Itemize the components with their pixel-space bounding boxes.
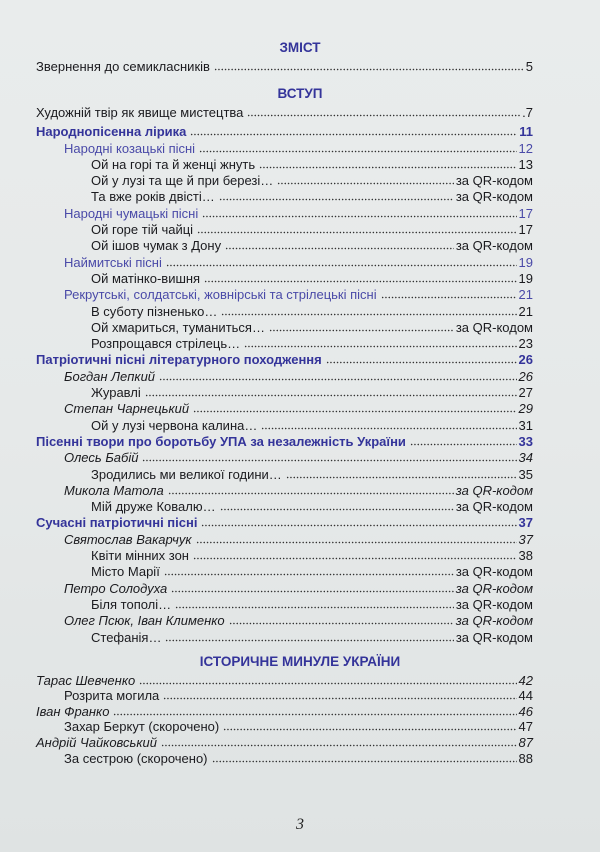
toc-entry-label: Ой ішов чумак з Дону xyxy=(91,238,222,254)
dot-leader xyxy=(159,370,516,381)
toc-entry[interactable] xyxy=(0,734,533,750)
toc-entry-page: за QR-кодом xyxy=(455,319,533,335)
toc-entry-page: за QR-кодом xyxy=(455,580,533,596)
toc-entry[interactable] xyxy=(0,237,533,253)
toc-entry-label: Тарас Шевченко xyxy=(36,672,136,688)
dot-leader xyxy=(139,674,516,685)
toc-entry-label: Стефанія… xyxy=(91,629,162,645)
toc-section-history xyxy=(0,672,600,766)
toc-entry-page: 33 xyxy=(518,433,533,449)
toc-entry-page: за QR-кодом xyxy=(455,596,533,612)
dot-leader xyxy=(204,272,516,283)
toc-entry-page: 27 xyxy=(518,385,533,401)
dot-leader xyxy=(269,321,454,332)
toc-entry[interactable] xyxy=(0,514,533,530)
dot-leader xyxy=(277,174,454,185)
dot-leader xyxy=(229,614,454,625)
dot-leader xyxy=(244,337,516,348)
toc-entry-label: Олесь Бабій xyxy=(64,450,139,466)
toc-entry[interactable] xyxy=(0,416,533,432)
toc-entry-page: за QR-кодом xyxy=(455,173,533,189)
dot-leader xyxy=(214,60,524,71)
dot-leader xyxy=(221,305,516,316)
dot-leader xyxy=(113,705,516,716)
dot-leader xyxy=(247,106,520,117)
toc-entry[interactable] xyxy=(0,204,533,220)
toc-entry-label: За сестрою (скорочено) xyxy=(64,750,208,766)
toc-entry-page: 26 xyxy=(518,352,533,368)
toc-entry-page: за QR-кодом xyxy=(455,613,533,629)
page-number: 3 xyxy=(296,816,304,833)
toc-entry-page: 21 xyxy=(518,303,533,319)
toc-entry[interactable] xyxy=(0,672,533,688)
intro-heading: ВСТУП xyxy=(277,86,323,101)
toc-entry-page: 29 xyxy=(518,401,533,417)
toc-entry-label: Та вже років двісті… xyxy=(91,189,215,205)
toc-entry-label: Народні чумацькі пісні xyxy=(64,205,199,221)
toc-entry[interactable] xyxy=(0,351,533,367)
toc-entry-label: Іван Франко xyxy=(36,703,110,719)
toc-entry-page: 23 xyxy=(518,336,533,352)
dot-leader xyxy=(193,549,517,560)
toc-entry-page: 34 xyxy=(518,450,533,466)
toc-entry-page: 38 xyxy=(518,548,533,564)
dot-leader xyxy=(175,598,454,609)
toc-entry-label: Святослав Вакарчук xyxy=(64,531,192,547)
dot-leader xyxy=(165,631,453,642)
toc-entry[interactable] xyxy=(0,596,533,612)
toc-entry-page: 47 xyxy=(518,719,533,735)
toc-entry[interactable] xyxy=(0,302,533,318)
dot-leader xyxy=(196,533,517,544)
toc-entry-label: Андрій Чайковський xyxy=(36,734,157,750)
history-heading: ІСТОРИЧНЕ МИНУЛЕ УКРАЇНИ xyxy=(199,654,401,669)
toc-entry-page: 19 xyxy=(518,254,533,270)
toc-entry[interactable] xyxy=(0,367,533,383)
toc-entry[interactable] xyxy=(0,335,533,351)
dot-leader xyxy=(201,516,516,527)
toc-entry[interactable] xyxy=(0,465,533,481)
toc-entry[interactable] xyxy=(0,156,533,172)
toc-entry-label: Степан Чарнецький xyxy=(64,401,190,417)
toc-entry-label: Наймитські пісні xyxy=(64,254,162,270)
toc-entry-label: Народні козацькі пісні xyxy=(64,140,196,156)
toc-entry[interactable] xyxy=(0,188,533,204)
toc-entry-label: Розпрощався стрілець… xyxy=(91,336,241,352)
toc-entry-label: Сучасні патріотичні пісні xyxy=(36,515,198,531)
toc-entry[interactable] xyxy=(0,253,533,269)
toc-entry-label: Художній твір як явище мистецтва xyxy=(36,105,244,121)
toc-entry-label: Зродились ми великої години… xyxy=(91,466,282,482)
dot-leader xyxy=(220,500,454,511)
toc-entry-label: Звернення до семикласників xyxy=(36,59,210,75)
toc-entry[interactable] xyxy=(0,563,533,579)
toc-entry[interactable] xyxy=(0,579,533,595)
toc-entry-label: Народнопісенна лірика xyxy=(36,124,187,140)
dot-leader xyxy=(410,435,517,446)
toc-entry-page: 26 xyxy=(518,368,533,384)
toc-entry[interactable] xyxy=(0,482,533,498)
dot-leader xyxy=(190,125,517,136)
toc-entry[interactable] xyxy=(0,612,533,628)
toc-entry-page: 13 xyxy=(518,156,533,172)
toc-entry-page: 37 xyxy=(518,531,533,547)
dot-leader xyxy=(259,158,516,169)
toc-entry-label: Ой у лузі червона калина… xyxy=(91,417,258,433)
toc-entry-label: Ой на горі та й женці жнуть xyxy=(91,156,256,172)
dot-leader xyxy=(381,288,517,299)
toc-entry-page: 46 xyxy=(518,703,533,719)
dot-leader xyxy=(286,468,517,479)
toc-entry-page: 17 xyxy=(518,205,533,221)
toc-entry-page: 44 xyxy=(518,688,533,704)
toc-entry[interactable] xyxy=(0,449,533,465)
dot-leader xyxy=(163,689,516,700)
contents-heading: ЗМІСТ xyxy=(279,40,321,55)
toc-entry[interactable] xyxy=(0,703,533,719)
toc-entry-page: 11 xyxy=(519,124,533,140)
toc-entry-label: В суботу пізненько… xyxy=(91,303,218,319)
toc-entry-page: 37 xyxy=(518,515,533,531)
toc-entry-label: Місто Марії xyxy=(91,564,160,580)
dot-leader xyxy=(168,484,454,495)
toc-entry-label: Ой у лузі та ще й при березі… xyxy=(91,173,274,189)
dot-leader xyxy=(171,582,453,593)
toc-entry[interactable] xyxy=(0,530,533,546)
dot-leader xyxy=(161,736,517,747)
dot-leader xyxy=(193,402,516,413)
toc-entry-label: Олег Псюк, Іван Клименко xyxy=(64,613,225,629)
toc-entry[interactable] xyxy=(0,498,533,514)
toc-entry[interactable] xyxy=(0,286,533,302)
toc-entry[interactable] xyxy=(0,688,533,704)
toc-entry-page: 87 xyxy=(518,734,533,750)
toc-entry-page: 17 xyxy=(518,222,533,238)
toc-entry-label: Журавлі xyxy=(91,385,141,401)
dot-leader xyxy=(219,190,454,201)
toc-entry[interactable] xyxy=(0,750,533,766)
dot-leader xyxy=(197,223,516,234)
dot-leader xyxy=(212,752,517,763)
toc-entry-page: за QR-кодом xyxy=(455,629,533,645)
toc-entry-page: 88 xyxy=(518,750,533,766)
toc-entry-page: 42 xyxy=(518,672,533,688)
toc-entry-label: Богдан Лепкий xyxy=(64,368,156,384)
toc-entry-page: 21 xyxy=(518,287,533,303)
toc-entry-page: 12 xyxy=(518,140,533,156)
toc-entry[interactable] xyxy=(0,172,533,188)
toc-entry-label: Пісенні твори про боротьбу УПА за незалежність України xyxy=(36,433,406,449)
dot-leader xyxy=(142,451,516,462)
toc-entry[interactable] xyxy=(0,104,533,120)
dot-leader xyxy=(225,239,454,250)
dot-leader xyxy=(326,353,517,364)
toc-entry[interactable] xyxy=(0,58,533,74)
toc-entry-page: за QR-кодом xyxy=(455,564,533,580)
toc-entry-label: Микола Матола xyxy=(64,482,164,498)
toc-entry[interactable] xyxy=(0,221,533,237)
toc-entry-page: 35 xyxy=(518,466,533,482)
toc-entry-page: за QR-кодом xyxy=(455,189,533,205)
toc-entry-page: за QR-кодом xyxy=(455,499,533,515)
dot-leader xyxy=(145,386,517,397)
toc-entry[interactable] xyxy=(0,270,533,286)
toc-entry-page: 5 xyxy=(525,59,533,75)
dot-leader xyxy=(199,142,516,153)
toc-entry-label: Петро Солодуха xyxy=(64,580,168,596)
dot-leader xyxy=(166,256,517,267)
dot-leader xyxy=(202,207,516,218)
toc-entry-page: 19 xyxy=(518,270,533,286)
toc-entry[interactable] xyxy=(0,547,533,563)
toc-entry-label: Патріотичні пісні літературного походження xyxy=(36,352,322,368)
dot-leader xyxy=(164,565,454,576)
toc-entry-label: Мій друже Ковалю… xyxy=(91,499,216,515)
toc-section-songs xyxy=(0,123,600,645)
toc-entry-page: 31 xyxy=(518,417,533,433)
toc-entry[interactable] xyxy=(0,319,533,335)
toc-entry[interactable] xyxy=(0,628,533,644)
toc-entry-page: за QR-кодом xyxy=(455,482,533,498)
toc-entry-label: Ой горе тій чайці xyxy=(91,222,194,238)
toc-entry[interactable] xyxy=(0,384,533,400)
toc-entry-label: Розрита могила xyxy=(64,688,160,704)
toc-entry-label: Захар Беркут (скорочено) xyxy=(64,719,220,735)
toc-entry[interactable] xyxy=(0,139,533,155)
dot-leader xyxy=(223,720,516,731)
toc-entry-page: .7 xyxy=(522,105,533,121)
toc-entry-label: Квіти мінних зон xyxy=(91,548,189,564)
toc-entry[interactable] xyxy=(0,400,533,416)
dot-leader xyxy=(261,419,516,430)
toc-entry-label: Біля тополі… xyxy=(91,596,172,612)
toc-entry[interactable] xyxy=(0,433,533,449)
toc-entry[interactable] xyxy=(0,123,533,139)
toc-entry-label: Ой хмариться, туманиться… xyxy=(91,319,265,335)
toc-entry[interactable] xyxy=(0,719,533,735)
toc-entry-label: Рекрутські, солдатські, жовнірські та стрілецькі пісні xyxy=(64,287,377,303)
toc-entry-page: за QR-кодом xyxy=(455,238,533,254)
toc-entry-label: Ой матінко-вишня xyxy=(91,270,201,286)
